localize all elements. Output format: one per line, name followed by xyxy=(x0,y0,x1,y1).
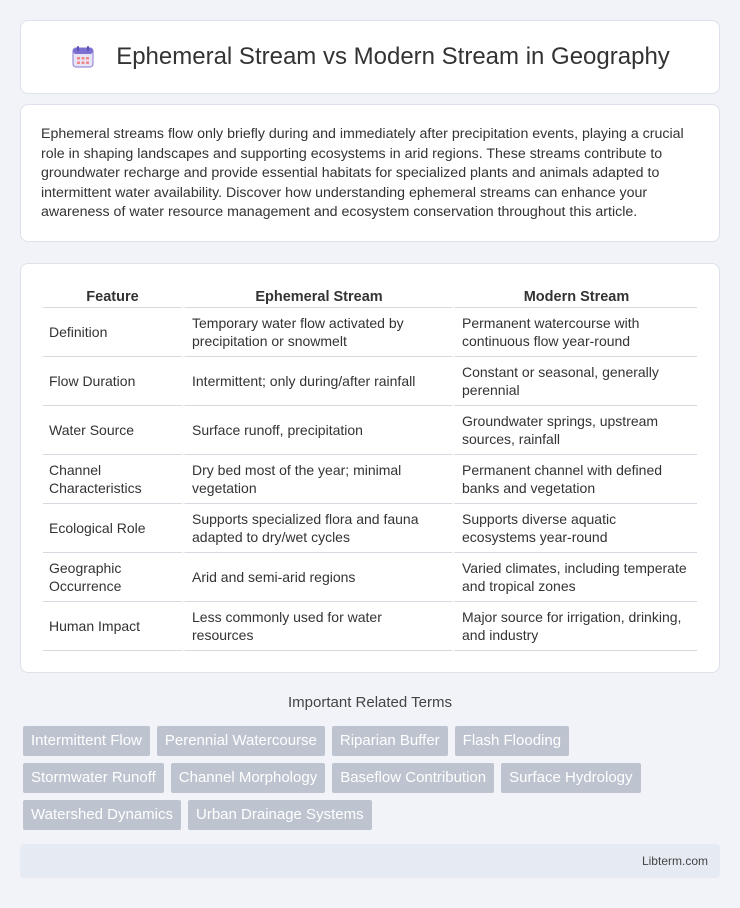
row-feature: Water Source xyxy=(43,406,182,455)
intro-text: Ephemeral streams flow only briefly during and immediately after precipitation events, playing a crucial role in shaping landscapes and supporting ecosystems in arid regions. These streams contribute to groundwater recharge and provide essential habitats for specialized plants and animals adapted to intermittent water availability. Discover how understanding ephemeral streams can enhance your awareness of water resource management and ecosystem conservation throughout this article. xyxy=(41,126,684,221)
tag-urban-drainage-systems[interactable]: Urban Drainage Systems xyxy=(188,800,372,830)
row-ephemeral: Surface runoff, precipitation xyxy=(182,406,452,455)
footer xyxy=(20,844,720,878)
row-ephemeral: Temporary water flow activated by precipitation or snowmelt xyxy=(182,308,452,357)
row-feature: Ecological Role xyxy=(43,504,182,553)
row-modern: Constant or seasonal, generally perennial xyxy=(452,357,697,406)
tag-stormwater-runoff[interactable]: Stormwater Runoff xyxy=(23,763,164,793)
row-modern: Varied climates, including temperate and tropical zones xyxy=(452,553,697,602)
tag-intermittent-flow[interactable]: Intermittent Flow xyxy=(23,726,150,756)
row-feature: Flow Duration xyxy=(43,357,182,406)
calendar-icon xyxy=(70,44,96,70)
row-ephemeral: Intermittent; only during/after rainfall xyxy=(182,357,452,406)
footer-brand[interactable]: Libterm.com xyxy=(641,854,708,868)
table-row xyxy=(43,406,697,455)
row-modern: Permanent channel with defined banks and vegetation xyxy=(452,455,697,504)
table-row xyxy=(43,602,697,651)
related-terms-tags xyxy=(23,726,713,837)
comparison-table-card xyxy=(20,263,720,673)
row-ephemeral: Less commonly used for water resources xyxy=(182,602,452,651)
tag-row xyxy=(23,763,713,793)
row-modern: Supports diverse aquatic ecosystems year-round xyxy=(452,504,697,553)
row-feature: Definition xyxy=(43,308,182,357)
row-modern: Permanent watercourse with continuous flow year-round xyxy=(452,308,697,357)
row-feature: Human Impact xyxy=(43,602,182,651)
row-ephemeral: Dry bed most of the year; minimal vegetation xyxy=(182,455,452,504)
header-modern-stream: Modern Stream xyxy=(452,284,697,308)
tag-perennial-watercourse[interactable]: Perennial Watercourse xyxy=(157,726,325,756)
table-row xyxy=(43,504,697,553)
table-row xyxy=(43,553,697,602)
table-row xyxy=(43,308,697,357)
title-card xyxy=(20,20,720,94)
page-title: Ephemeral Stream vs Modern Stream in Geography xyxy=(116,43,670,70)
comparison-table xyxy=(43,284,697,651)
row-ephemeral: Supports specialized flora and fauna adapted to dry/wet cycles xyxy=(182,504,452,553)
header-feature: Feature xyxy=(43,284,182,308)
tag-riparian-buffer[interactable]: Riparian Buffer xyxy=(332,726,448,756)
tag-flash-flooding[interactable]: Flash Flooding xyxy=(455,726,569,756)
related-terms-title: Important Related Terms xyxy=(288,694,452,711)
table-row xyxy=(43,357,697,406)
tag-channel-morphology[interactable]: Channel Morphology xyxy=(171,763,325,793)
intro-card xyxy=(20,104,720,242)
tag-baseflow-contribution[interactable]: Baseflow Contribution xyxy=(332,763,494,793)
row-modern: Major source for irrigation, drinking, and industry xyxy=(452,602,697,651)
tag-surface-hydrology[interactable]: Surface Hydrology xyxy=(501,763,640,793)
row-ephemeral: Arid and semi-arid regions xyxy=(182,553,452,602)
row-feature: Channel Characteristics xyxy=(43,455,182,504)
header-ephemeral-stream: Ephemeral Stream xyxy=(182,284,452,308)
table-row xyxy=(43,455,697,504)
row-modern: Groundwater springs, upstream sources, rainfall xyxy=(452,406,697,455)
tag-row xyxy=(23,726,713,756)
tag-row xyxy=(23,800,713,830)
table-header-row xyxy=(43,284,697,308)
tag-watershed-dynamics[interactable]: Watershed Dynamics xyxy=(23,800,181,830)
row-feature: Geographic Occurrence xyxy=(43,553,182,602)
